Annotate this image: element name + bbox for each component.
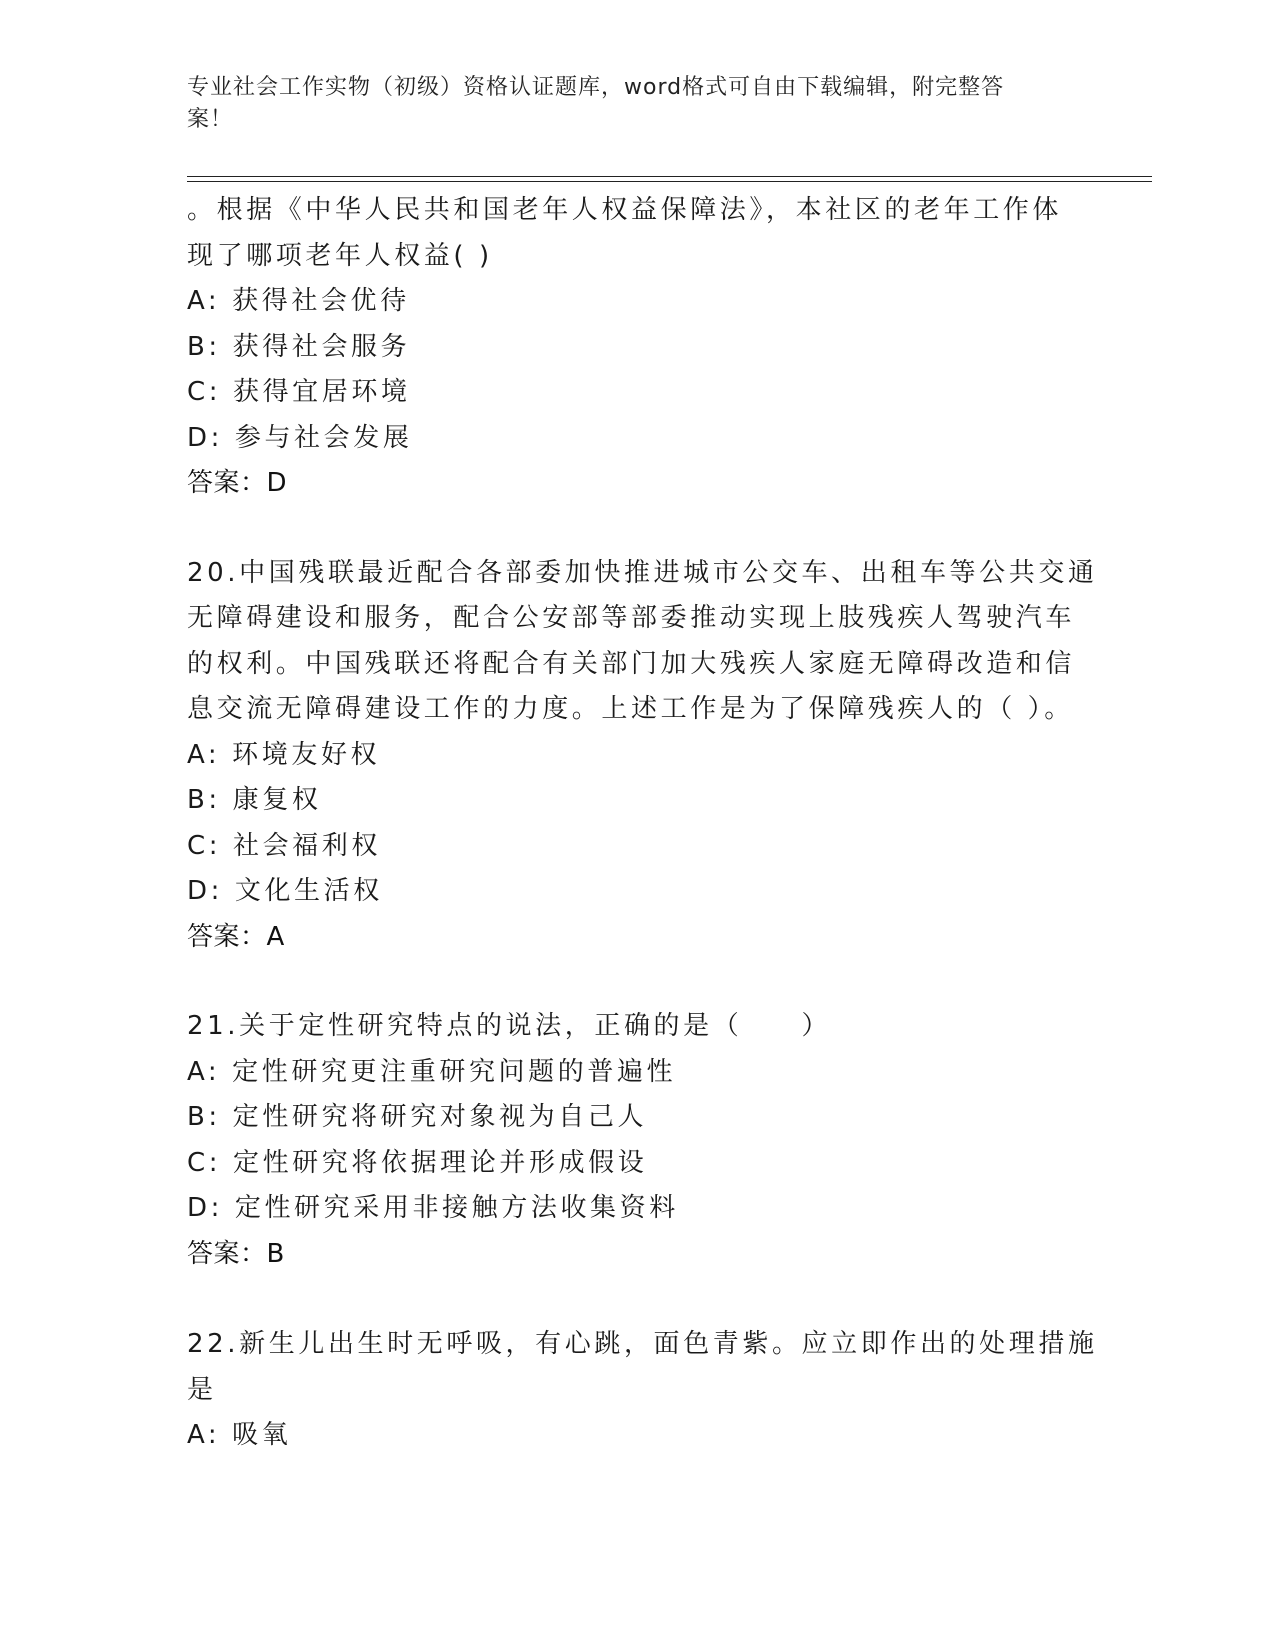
question-21 (187, 1004, 1087, 1277)
question-spacer (187, 507, 1087, 551)
option-d: D: 定性研究采用非接触方法收集资料 (187, 1193, 679, 1223)
header-line-1: 专业社会工作实物（初级）资格认证题库，word格式可自由下载编辑，附完整答 (187, 75, 1005, 100)
answer-label: 答案：B (187, 1238, 285, 1269)
header-divider-top (187, 176, 1152, 177)
question-stem-line: 20.中国残联最近配合各部委加快推进城市公交车、出租车等公共交通 (187, 557, 1098, 588)
option-a: A: 环境友好权 (187, 739, 381, 770)
question-22 (187, 1322, 1098, 1459)
question-19 (187, 188, 1087, 507)
option-c: C: 社会福利权 (187, 830, 381, 861)
option-a: A: 定性研究更注重研究问题的普遍性 (187, 1056, 677, 1087)
question-stem-line: 息交流无障碍建设工作的力度。上述工作是为了保障残疾人的（ ）。 (187, 694, 1074, 724)
answer-label: 答案：D (187, 468, 288, 498)
option-a: A: 吸氧 (187, 1420, 292, 1450)
header-divider-bottom (187, 181, 1152, 182)
question-stem-line: 21.关于定性研究特点的说法，正确的是（ ） (187, 1011, 832, 1041)
question-stem-line: 现了哪项老年人权益( ) (187, 240, 493, 271)
question-stem-line: 的权利。中国残联还将配合有关部门加大残疾人家庭无障碍改造和信 (187, 648, 1076, 679)
question-stem-line: 是 (187, 1374, 217, 1405)
option-b: B: 获得社会服务 (187, 331, 411, 362)
option-c: C: 获得宜居环境 (187, 377, 411, 407)
option-d: D: 参与社会发展 (187, 422, 413, 453)
answer-label: 答案：A (187, 921, 285, 952)
option-c: C: 定性研究将依据理论并形成假设 (187, 1147, 648, 1178)
question-spacer (187, 1277, 1087, 1322)
question-stem-line: 22.新生儿出生时无呼吸，有心跳，面色青紫。应立即作出的处理措施 (187, 1329, 1098, 1359)
option-a: A: 获得社会优待 (187, 286, 410, 316)
option-b: B: 定性研究将研究对象视为自己人 (187, 1102, 648, 1132)
question-20 (187, 551, 1098, 961)
header-line-2: 案！ (187, 107, 234, 132)
option-d: D: 文化生活权 (187, 876, 383, 906)
question-spacer (187, 960, 1087, 1004)
question-stem-line: 。根据《中华人民共和国老年人权益保障法》，本社区的老年工作体 (187, 195, 1063, 225)
document-header (187, 72, 1067, 136)
question-list (187, 188, 1098, 1459)
question-stem-line: 无障碍建设和服务，配合公安部等部委推动实现上肢残疾人驾驶汽车 (187, 603, 1076, 633)
option-b: B: 康复权 (187, 785, 322, 815)
